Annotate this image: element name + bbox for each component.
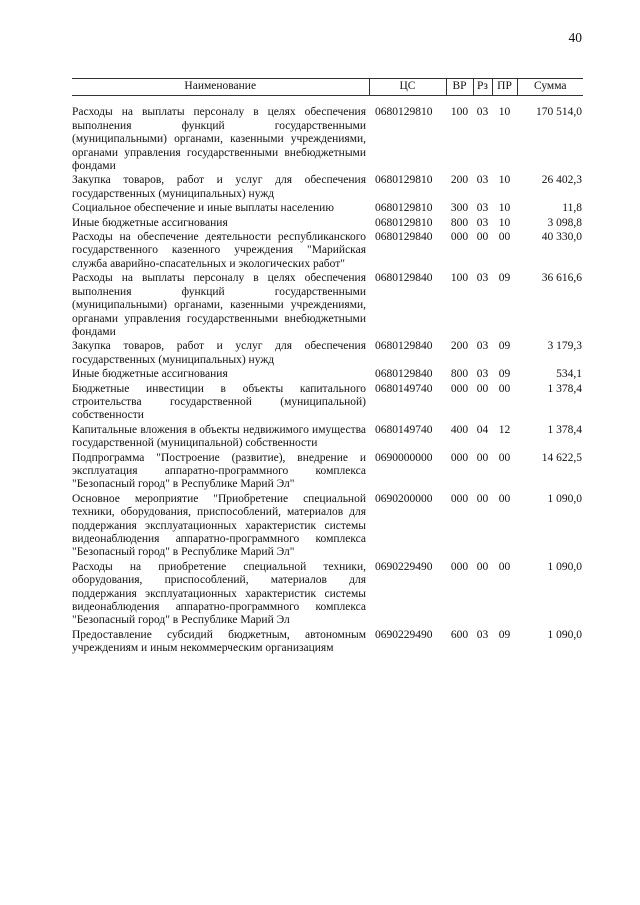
row-pr: 00 <box>498 382 511 395</box>
row-vr: 800 <box>450 216 469 229</box>
table-row <box>72 424 583 452</box>
page-number: 40 <box>568 30 582 45</box>
row-pr: 09 <box>498 368 511 381</box>
row-vr: 200 <box>450 340 469 353</box>
row-pr: 00 <box>498 560 511 573</box>
row-name: Расходы на выплаты персоналу в целях обеспечения выполнения функций государственными (муниципальными) органами, казенными учреждениями, органами управления государственными внебюджетными фондами <box>72 272 366 338</box>
row-cs: 0690229490 <box>375 560 433 573</box>
table-row <box>72 561 583 629</box>
table-body <box>72 106 583 656</box>
row-name: Иные бюджетные ассигнования <box>72 216 228 229</box>
table-header <box>72 79 583 107</box>
table-row <box>72 452 583 493</box>
row-rz: 03 <box>476 340 489 353</box>
table-row <box>72 368 583 382</box>
table-row <box>72 272 583 340</box>
row-cs: 0680129840 <box>375 368 433 381</box>
row-pr: 10 <box>498 216 511 229</box>
row-sum: 534,1 <box>556 368 582 381</box>
row-name: Закупка товаров, работ и услуг для обеспечения государственных (муниципальных) нужд <box>72 340 366 366</box>
row-vr: 000 <box>450 492 469 505</box>
header-pr: ПР <box>492 79 517 96</box>
table-row <box>72 217 583 231</box>
row-cs: 0690229490 <box>375 628 433 641</box>
row-rz: 03 <box>476 106 489 119</box>
row-name: Иные бюджетные ассигнования <box>72 368 228 381</box>
row-rz: 03 <box>476 272 489 285</box>
header-cs: ЦС <box>369 79 446 96</box>
row-sum: 1 090,0 <box>547 628 582 641</box>
row-cs: 0680149740 <box>375 423 433 436</box>
row-cs: 0680129840 <box>375 272 433 285</box>
row-sum: 14 622,5 <box>541 451 582 464</box>
row-cs: 0680129810 <box>375 174 433 187</box>
header-vr: ВР <box>446 79 473 96</box>
row-vr: 400 <box>450 423 469 436</box>
row-vr: 300 <box>450 202 469 215</box>
row-pr: 12 <box>498 423 511 436</box>
row-sum: 36 616,6 <box>541 272 582 285</box>
row-vr: 200 <box>450 174 469 187</box>
row-sum: 11,8 <box>562 202 582 215</box>
row-sum: 3 098,8 <box>547 216 582 229</box>
row-pr: 09 <box>498 272 511 285</box>
row-name: Подпрограмма "Построение (развитие), внедрение и эксплуатация аппаратно-программного комплекса "Безопасный город" в Республике Марий Эл" <box>72 451 366 491</box>
row-pr: 00 <box>498 451 511 464</box>
row-rz: 03 <box>476 368 489 381</box>
row-pr: 10 <box>498 106 511 119</box>
row-vr: 100 <box>450 106 469 119</box>
row-vr: 800 <box>450 368 469 381</box>
header-rz: Рз <box>473 79 492 96</box>
table-row <box>72 629 583 657</box>
row-cs: 0680129810 <box>375 216 433 229</box>
row-name: Расходы на выплаты персоналу в целях обеспечения выполнения функций государственными (муниципальными) органами, казенными учреждениями, органами управления государственными внебюджетными фондами <box>72 106 366 173</box>
row-rz: 03 <box>476 174 489 187</box>
row-pr: 09 <box>498 628 511 641</box>
row-pr: 09 <box>498 340 511 353</box>
row-sum: 1 090,0 <box>547 560 582 573</box>
row-cs: 0690000000 <box>375 451 433 464</box>
row-sum: 3 179,3 <box>547 340 582 353</box>
row-cs: 0680129840 <box>375 231 433 244</box>
row-vr: 600 <box>450 628 469 641</box>
header-name: Наименование <box>72 79 369 96</box>
table-row <box>72 340 583 368</box>
table-row <box>72 202 583 216</box>
row-pr: 10 <box>498 202 511 215</box>
table-row <box>72 231 583 272</box>
row-rz: 03 <box>476 628 489 641</box>
header-sum: Сумма <box>517 79 583 96</box>
table-row <box>72 493 583 561</box>
row-rz: 03 <box>476 202 489 215</box>
row-name: Капитальные вложения в объекты недвижимого имущества государственной (муниципальной) собственности <box>72 423 366 450</box>
row-vr: 100 <box>450 272 469 285</box>
row-sum: 1 378,4 <box>547 382 582 395</box>
row-rz: 00 <box>476 382 489 395</box>
row-sum: 26 402,3 <box>541 174 582 187</box>
row-pr: 00 <box>498 492 511 505</box>
row-vr: 000 <box>450 560 469 573</box>
row-sum: 1 090,0 <box>547 492 582 505</box>
row-pr: 00 <box>498 231 511 244</box>
row-name: Предоставление субсидий бюджетным, автономным учреждениям и иным некоммерческим организациям <box>72 628 366 655</box>
row-cs: 0680129810 <box>375 106 433 119</box>
row-cs: 0680149740 <box>375 382 433 395</box>
row-vr: 000 <box>450 382 469 395</box>
row-sum: 170 514,0 <box>536 106 582 119</box>
row-rz: 03 <box>476 216 489 229</box>
table-row <box>72 174 583 202</box>
row-name: Закупка товаров, работ и услуг для обеспечения государственных (муниципальных) нужд <box>72 174 366 200</box>
row-cs: 0690200000 <box>375 492 433 505</box>
table-row <box>72 383 583 424</box>
row-sum: 1 378,4 <box>547 423 582 436</box>
row-rz: 00 <box>476 560 489 573</box>
row-rz: 00 <box>476 492 489 505</box>
table-row <box>72 106 583 174</box>
row-vr: 000 <box>450 231 469 244</box>
row-rz: 04 <box>476 423 489 436</box>
budget-table <box>72 78 583 657</box>
row-name: Расходы на обеспечение деятельности республиканского государственного казенного учреждения "Марийская служба аварийно-спасательных и экологических работ" <box>72 231 366 270</box>
row-vr: 000 <box>450 451 469 464</box>
row-rz: 00 <box>476 451 489 464</box>
row-pr: 10 <box>498 174 511 187</box>
row-name: Расходы на приобретение специальной техники, оборудования, приспособлений, материалов для поддержания эксплуатационных характеристик системы видеонаблюдения аппаратно-программного комплекса "Безопасный город" в Республике Марий Эл <box>72 560 366 627</box>
row-name: Бюджетные инвестиции в объекты капитального строительства государственной (муниципальной) собственности <box>72 382 366 422</box>
row-cs: 0680129810 <box>375 202 433 215</box>
row-rz: 00 <box>476 231 489 244</box>
row-name: Социальное обеспечение и иные выплаты населению <box>72 202 334 215</box>
row-name: Основное мероприятие "Приобретение специальной техники, оборудования, приспособлений, материалов для поддержания эксплуатационных характеристик системы видеонаблюдения аппаратно-программного комплекса "Безопасный город" в Республике Марий Эл" <box>72 492 366 559</box>
row-sum: 40 330,0 <box>541 231 582 244</box>
row-cs: 0680129840 <box>375 340 433 353</box>
